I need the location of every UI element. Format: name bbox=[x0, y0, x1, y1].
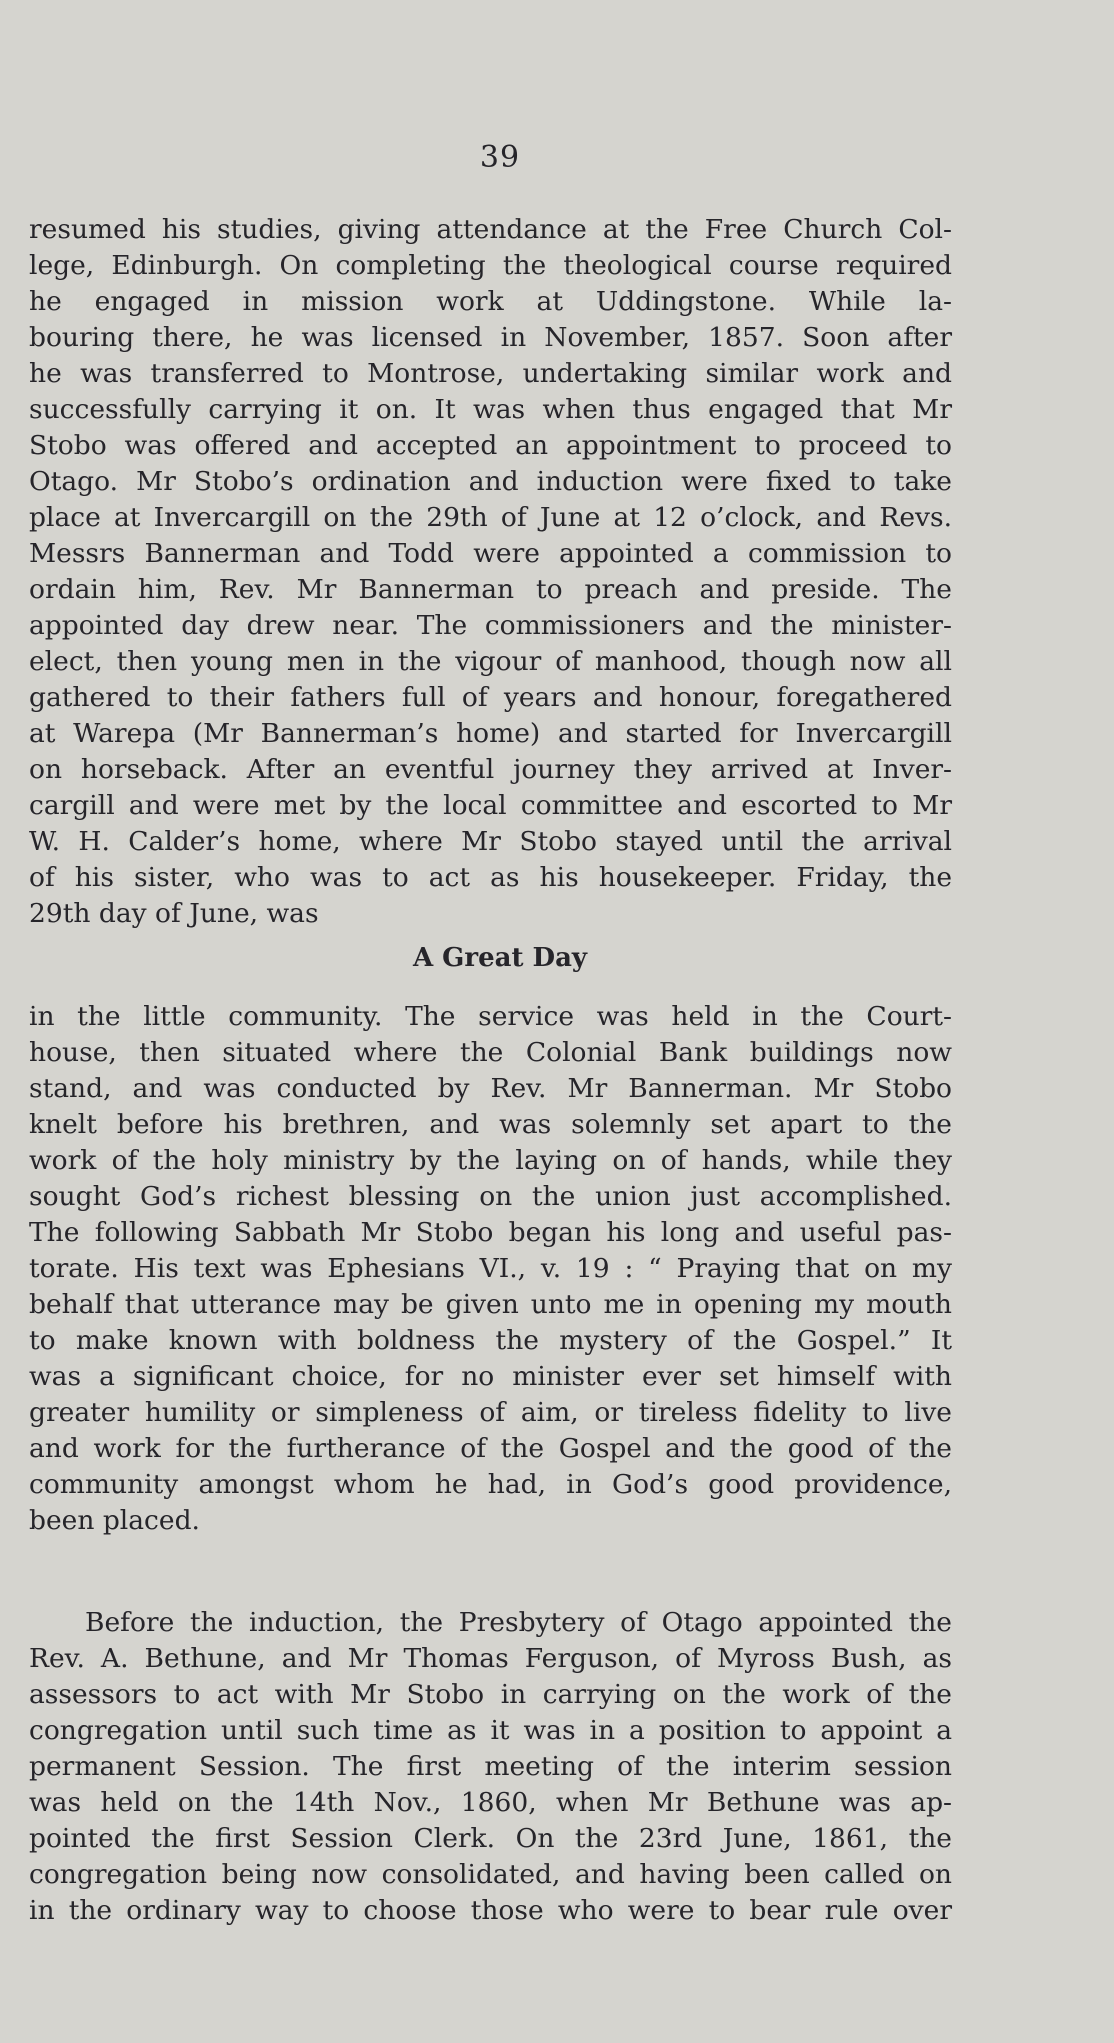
text-line: permanent Session. The first meeting of the interim session bbox=[29, 1751, 952, 1782]
text-line: in the ordinary way to choose those who were to bear rule over bbox=[29, 1895, 952, 1926]
text-line: greater humility or simpleness of aim, or tireless fidelity to live bbox=[29, 1397, 952, 1428]
section-heading: A Great Day bbox=[412, 943, 588, 973]
text-line: ordain him, Rev. Mr Bannerman to preach and preside. The bbox=[29, 574, 952, 605]
text-line: lege, Edinburgh. On completing the theological course required bbox=[29, 250, 952, 281]
text-line: knelt before his brethren, and was solemnly set apart to the bbox=[29, 1109, 952, 1140]
text-line: torate. His text was Ephesians VI., v. 19 : “ Praying that on my bbox=[29, 1253, 952, 1284]
text-line: to make known with boldness the mystery of the Gospel.” It bbox=[29, 1325, 952, 1356]
text-line: Rev. A. Bethune, and Mr Thomas Ferguson, of Myross Bush, as bbox=[29, 1643, 952, 1674]
text-line: bouring there, he was licensed in November, 1857. Soon after bbox=[29, 322, 952, 353]
text-line: resumed his studies, giving attendance at the Free Church Col- bbox=[29, 214, 952, 245]
text-line: at Warepa (Mr Bannerman’s home) and started for Invercargill bbox=[29, 718, 952, 749]
text-line: congregation being now consolidated, and having been called on bbox=[29, 1859, 952, 1890]
text-line: Stobo was offered and accepted an appointment to proceed to bbox=[29, 430, 952, 461]
text-line: appointed day drew near. The commissioners and the minister- bbox=[29, 610, 952, 641]
text-line: sought God’s richest blessing on the union just accomplished. bbox=[29, 1181, 952, 1212]
text-line: work of the holy ministry by the laying on of hands, while they bbox=[29, 1145, 952, 1176]
paragraph-2 bbox=[29, 999, 952, 1539]
text-line: congregation until such time as it was in a position to appoint a bbox=[29, 1715, 952, 1746]
paragraph-1 bbox=[29, 212, 952, 932]
text-line: Messrs Bannerman and Todd were appointed a commission to bbox=[29, 538, 952, 569]
text-line: been placed. bbox=[29, 1505, 200, 1536]
text-line: and work for the furtherance of the Gospel and the good of the bbox=[29, 1433, 952, 1464]
page-number: 39 bbox=[479, 140, 521, 175]
text-line: behalf that utterance may be given unto me in opening my mouth bbox=[29, 1289, 952, 1320]
text-line: stand, and was conducted by Rev. Mr Bannerman. Mr Stobo bbox=[29, 1073, 952, 1104]
paragraph-3 bbox=[29, 1605, 952, 1929]
text-line: on horseback. After an eventful journey they arrived at Inver- bbox=[29, 754, 952, 785]
text-line: elect, then young men in the vigour of manhood, though now all bbox=[29, 646, 952, 677]
text-line: community amongst whom he had, in God’s good providence, bbox=[29, 1469, 952, 1500]
text-line: successfully carrying it on. It was when thus engaged that Mr bbox=[29, 394, 952, 425]
text-line: W. H. Calder’s home, where Mr Stobo stayed until the arrival bbox=[29, 826, 952, 857]
text-line: Otago. Mr Stobo’s ordination and induction were fixed to take bbox=[29, 466, 952, 497]
text-line: pointed the first Session Clerk. On the 23rd June, 1861, the bbox=[29, 1823, 952, 1854]
text-line: was held on the 14th Nov., 1860, when Mr Bethune was ap- bbox=[29, 1787, 952, 1818]
text-line: The following Sabbath Mr Stobo began his long and useful pas- bbox=[29, 1217, 952, 1248]
text-line: place at Invercargill on the 29th of June at 12 o’clock, and Revs. bbox=[29, 502, 952, 533]
text-line: gathered to their fathers full of years and honour, foregathered bbox=[29, 682, 952, 713]
text-line: 29th day of June, was bbox=[29, 898, 319, 929]
text-line: in the little community. The service was held in the Court- bbox=[29, 1001, 952, 1032]
text-line: he was transferred to Montrose, undertaking similar work and bbox=[29, 358, 952, 389]
text-line: assessors to act with Mr Stobo in carrying on the work of the bbox=[29, 1679, 952, 1710]
text-line: house, then situated where the Colonial Bank buildings now bbox=[29, 1037, 952, 1068]
text-line: was a significant choice, for no minister ever set himself with bbox=[29, 1361, 952, 1392]
text-line: cargill and were met by the local committee and escorted to Mr bbox=[29, 790, 952, 821]
text-line: he engaged in mission work at Uddingstone. While la- bbox=[29, 286, 952, 317]
text-line: of his sister, who was to act as his housekeeper. Friday, the bbox=[29, 862, 952, 893]
text-line: Before the induction, the Presbytery of Otago appointed the bbox=[85, 1607, 952, 1638]
